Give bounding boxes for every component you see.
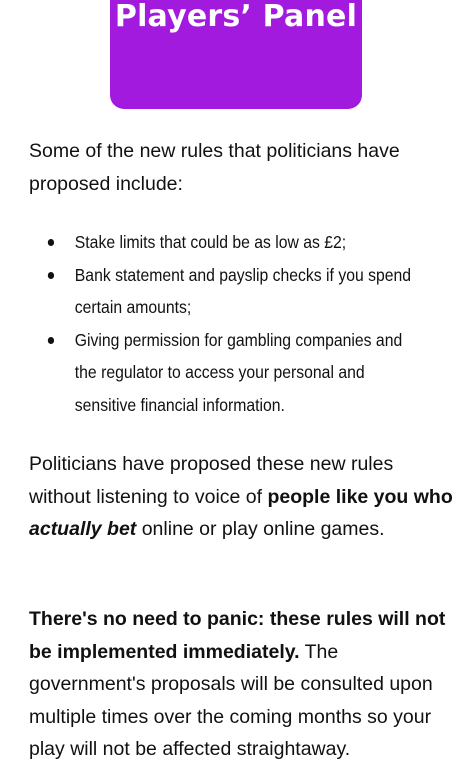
proposed-rules-list [46, 226, 424, 421]
list-item: Stake limits that could be as low as £2; [46, 226, 424, 259]
bold-text: people like you who [267, 485, 453, 508]
list-item: Bank statement and payslip checks if you spend certain amounts; [46, 259, 424, 324]
paragraph-text: online or play online games. [136, 518, 385, 540]
paragraph-text: Politicians have proposed these new rules without listening to voice of [29, 453, 394, 508]
players-panel-banner [110, 0, 362, 109]
list-item: Giving permission for gambling companies and the regulator to access your personal and sensitive financial information. [46, 324, 424, 422]
politicians-paragraph [29, 448, 459, 546]
bold-italic-text: actually bet [29, 518, 137, 540]
no-panic-paragraph [29, 603, 459, 766]
paragraph-text: The government's proposals will be consulted upon multiple times over the coming months so your play will not be affected straightaway. [29, 640, 433, 760]
bold-text: There's no need to panic: these rules will not be implemented immediately. [29, 608, 446, 663]
intro-paragraph: Some of the new rules that politicians have proposed include: [29, 140, 400, 195]
banner-title: Players’ Panel [114, 0, 358, 34]
